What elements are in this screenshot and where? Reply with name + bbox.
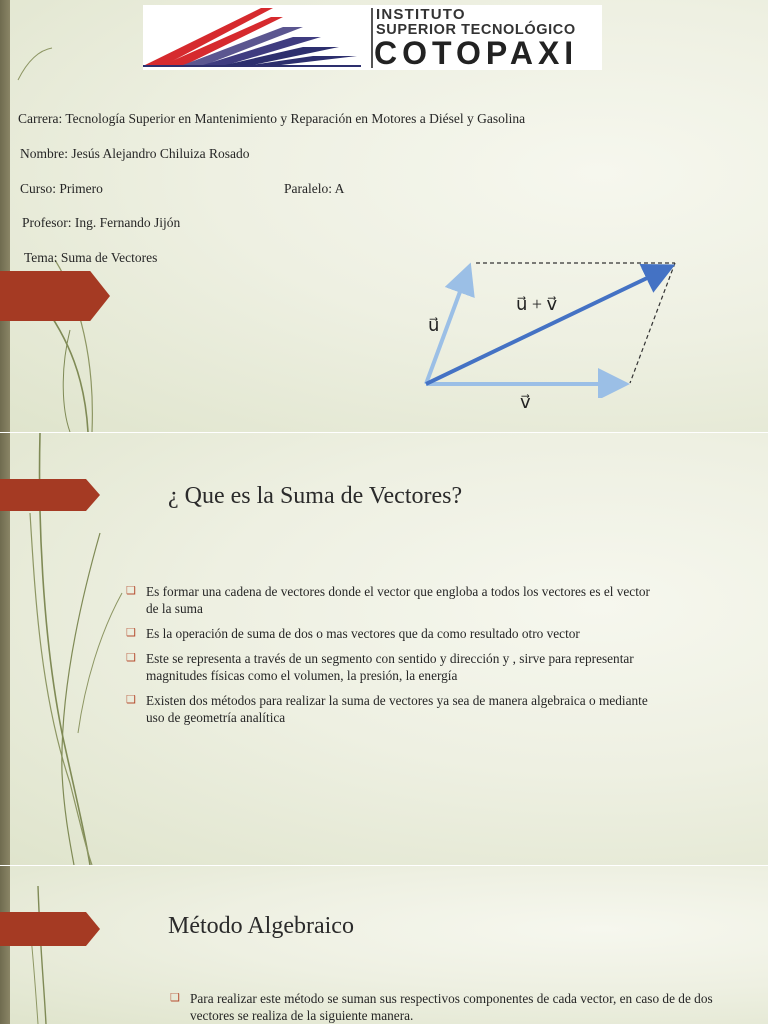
accent-arrow <box>0 271 110 321</box>
accent-arrow <box>0 912 100 946</box>
list-item: ❑ Es la operación de suma de dos o mas vectores que da como resultado otro vector <box>126 626 580 641</box>
professor-text: Profesor: Ing. Fernando Jijón <box>22 215 181 230</box>
bullet-icon: ❑ <box>126 652 136 664</box>
logo-line-3: COTOPAXI <box>374 35 579 71</box>
list-item: ❑ Es formar una cadena de vectores donde el vector que engloba a todos los vectores es el vector de la suma <box>126 584 650 616</box>
parallel-text: Paralelo: A <box>284 181 345 196</box>
slide-title: Método Algebraico <box>168 913 354 939</box>
sum-label: u⃗ + v⃗ <box>516 294 558 314</box>
bullet-icon: ❑ <box>170 992 180 1004</box>
bullet-icon: ❑ <box>126 627 136 639</box>
list-item: ❑ Existen dos métodos para realizar la suma de vectores ya sea de manera algebraica o mediante uso de geometría analítica <box>126 693 648 725</box>
institute-logo <box>143 5 602 70</box>
vector-sum-diagram <box>410 248 690 398</box>
career-text: Carrera: Tecnología Superior en Mantenimiento y Reparación en Motores a Diésel y Gasolina <box>18 111 526 126</box>
list-item: ❑ Este se representa a través de un segmento con sentido y dirección y , sirve para representar magnitudes físicas como el volumen, la presión, la energía <box>126 651 634 683</box>
v-label: v⃗ <box>520 392 531 412</box>
slide-1 <box>0 0 768 432</box>
u-label: u⃗ <box>428 315 440 335</box>
slide-title: ¿ Que es la Suma de Vectores? <box>168 483 463 509</box>
course-text: Curso: Primero <box>20 181 103 196</box>
bullet-list <box>124 583 664 734</box>
logo-line-2: SUPERIOR TECNOLÓGICO <box>376 22 576 38</box>
slide-2 <box>0 433 768 865</box>
list-item: ❑ Para realizar este método se suman sus respectivos componentes de cada vector, en caso de de dos vectores se realiza de la siguiente manera. <box>170 991 713 1023</box>
logo-separator <box>371 8 373 68</box>
bullet-icon: ❑ <box>126 585 136 597</box>
student-name-text: Nombre: Jesús Alejandro Chiluiza Rosado <box>20 146 250 161</box>
slide-3 <box>0 866 768 1024</box>
topic-text: Tema: Suma de Vectores <box>24 250 158 265</box>
bullet-icon: ❑ <box>126 694 136 706</box>
logo-stripes-icon <box>143 5 371 70</box>
bullet-list <box>168 990 728 1024</box>
logo-line-1: INSTITUTO <box>376 6 466 23</box>
accent-arrow <box>0 479 100 511</box>
